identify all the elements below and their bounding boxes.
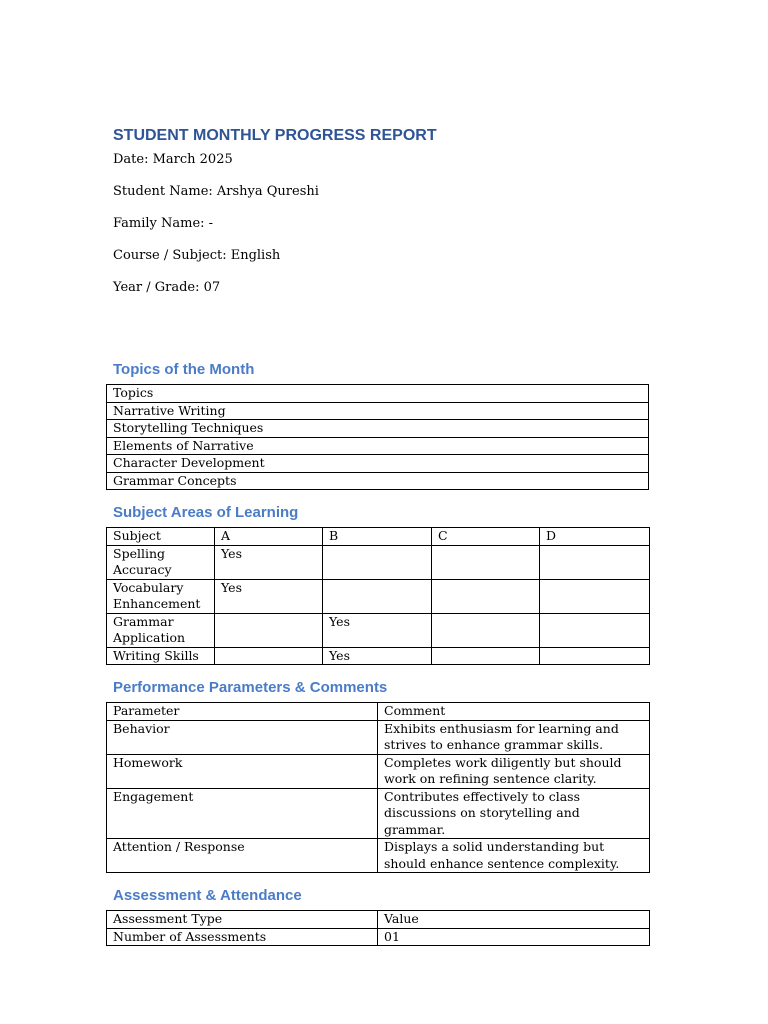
assessment-type-cell: Number of Assessments: [107, 928, 378, 946]
subject-cell: Grammar Application: [107, 613, 215, 647]
comment-cell: Exhibits enthusiasm for learning and strives to enhance grammar skills.: [378, 720, 650, 754]
header-cell: C: [432, 528, 540, 546]
table-header-row: [107, 528, 650, 546]
header-cell: B: [323, 528, 432, 546]
report-content: [113, 125, 653, 946]
grade-cell: [323, 579, 432, 613]
table-row: [107, 545, 650, 579]
parameter-cell: Homework: [107, 754, 378, 788]
grade-cell: [432, 647, 540, 665]
assessment-value-cell: 01: [378, 928, 650, 946]
date-line: Date: March 2025: [113, 152, 233, 167]
header-cell: A: [215, 528, 323, 546]
course-subject-line: Course / Subject: English: [113, 248, 281, 263]
header-cell: Assessment Type: [107, 911, 378, 929]
subjects-table: [106, 527, 650, 665]
header-cell: Value: [378, 911, 650, 929]
subject-cell: Writing Skills: [107, 647, 215, 665]
table-row: [107, 754, 650, 788]
topic-cell: Storytelling Techniques: [107, 420, 649, 438]
performance-table: [106, 702, 650, 873]
table-header-row: [107, 911, 650, 929]
grade-cell: [540, 545, 650, 579]
topics-header-cell: Topics: [107, 385, 649, 403]
table-row: [107, 420, 649, 438]
table-row: [107, 928, 650, 946]
subject-cell: Vocabulary Enhancement: [107, 579, 215, 613]
topics-table: [106, 384, 649, 490]
assessment-table: [106, 910, 650, 946]
table-row: [107, 455, 649, 473]
grade-cell: Yes: [215, 579, 323, 613]
table-header-row: [107, 703, 650, 721]
grade-cell: [323, 545, 432, 579]
comment-cell: Contributes effectively to class discussions on storytelling and grammar.: [378, 788, 650, 839]
report-title: STUDENT MONTHLY PROGRESS REPORT: [113, 127, 437, 144]
topic-cell: Elements of Narrative: [107, 437, 649, 455]
table-row: [107, 720, 650, 754]
header-cell: Parameter: [107, 703, 378, 721]
parameter-cell: Attention / Response: [107, 839, 378, 873]
header-cell: Comment: [378, 703, 650, 721]
subject-cell: Spelling Accuracy: [107, 545, 215, 579]
grade-cell: Yes: [215, 545, 323, 579]
parameter-cell: Engagement: [107, 788, 378, 839]
comment-cell: Displays a solid understanding but should enhance sentence complexity.: [378, 839, 650, 873]
assessment-heading: Assessment & Attendance: [113, 887, 302, 904]
table-row: [107, 579, 650, 613]
topic-cell: Grammar Concepts: [107, 472, 649, 490]
grade-cell: [432, 613, 540, 647]
grade-cell: [432, 579, 540, 613]
table-row: [107, 437, 649, 455]
performance-heading: Performance Parameters & Comments: [113, 679, 388, 696]
topic-cell: Character Development: [107, 455, 649, 473]
subjects-heading: Subject Areas of Learning: [113, 504, 299, 521]
topic-cell: Narrative Writing: [107, 402, 649, 420]
table-row: [107, 472, 649, 490]
table-row: [107, 402, 649, 420]
table-row: [107, 839, 650, 873]
grade-cell: [540, 613, 650, 647]
grade-cell: [540, 647, 650, 665]
parameter-cell: Behavior: [107, 720, 378, 754]
student-name-line: Student Name: Arshya Qureshi: [113, 184, 319, 199]
table-row: [107, 385, 649, 403]
family-name-line: Family Name: -: [113, 216, 214, 231]
header-cell: Subject: [107, 528, 215, 546]
header-cell: D: [540, 528, 650, 546]
grade-cell: [215, 647, 323, 665]
year-grade-line: Year / Grade: 07: [113, 280, 221, 295]
table-row: [107, 788, 650, 839]
table-row: [107, 613, 650, 647]
grade-cell: [215, 613, 323, 647]
topics-heading: Topics of the Month: [113, 361, 255, 378]
comment-cell: Completes work diligently but should work on refining sentence clarity.: [378, 754, 650, 788]
grade-cell: [540, 579, 650, 613]
grade-cell: Yes: [323, 613, 432, 647]
grade-cell: Yes: [323, 647, 432, 665]
grade-cell: [432, 545, 540, 579]
table-row: [107, 647, 650, 665]
